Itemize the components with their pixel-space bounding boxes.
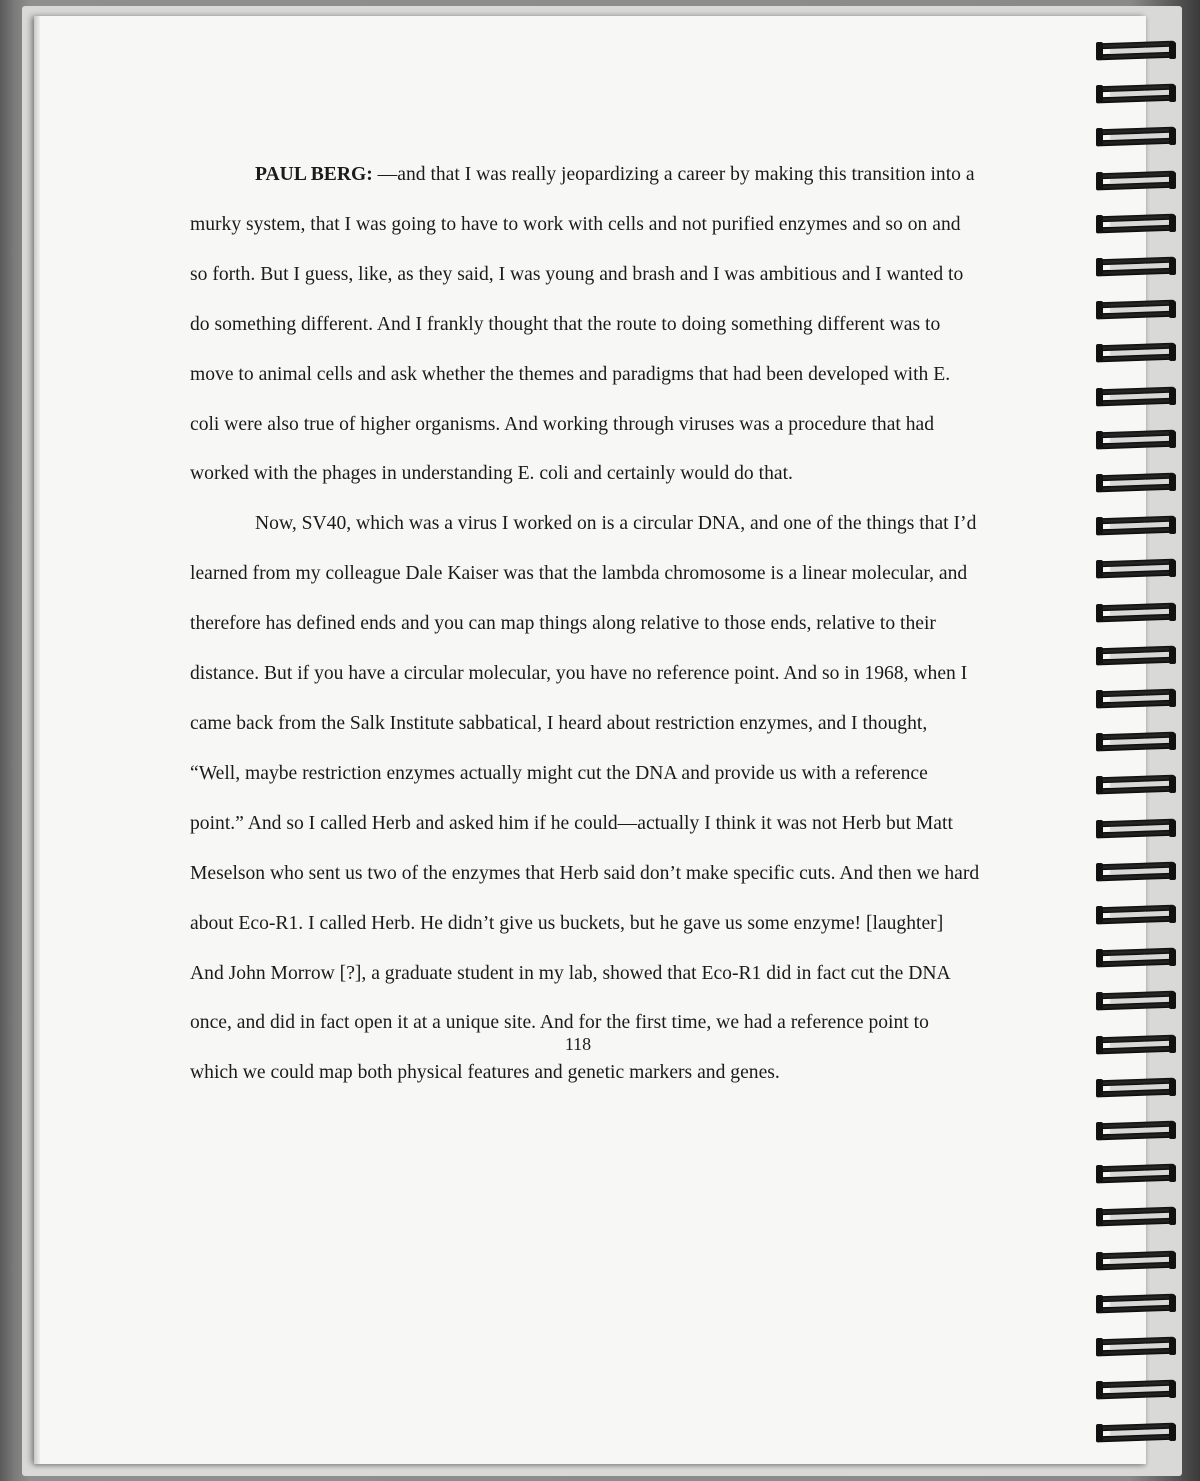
binding-coil	[1096, 517, 1176, 535]
coil-wire	[1096, 1077, 1176, 1086]
coil-wire	[1096, 916, 1176, 925]
coil-wire	[1096, 949, 1103, 966]
paragraph-1	[190, 150, 980, 499]
coil-wire	[1096, 354, 1176, 363]
coil-wire	[1096, 872, 1176, 881]
binding-coil	[1096, 690, 1176, 708]
binding-coil	[1096, 604, 1176, 622]
binding-coil	[1096, 344, 1176, 362]
coil-wire	[1096, 1348, 1176, 1357]
coil-wire	[1096, 861, 1176, 870]
coil-wire	[1169, 1424, 1176, 1441]
coil-wire	[1096, 1338, 1103, 1355]
coil-wire	[1096, 85, 1103, 102]
coil-wire	[1096, 820, 1103, 837]
coil-wire	[1096, 733, 1103, 750]
coil-wire	[1169, 344, 1176, 361]
coil-wire	[1096, 1250, 1176, 1259]
binding-coil	[1096, 733, 1176, 751]
coil-wire	[1096, 344, 1103, 361]
coil-wire	[1169, 560, 1176, 577]
binding-coil	[1096, 560, 1176, 578]
binding-coil	[1096, 42, 1176, 60]
binding-coil	[1096, 1036, 1176, 1054]
binding-coil	[1096, 863, 1176, 881]
binding-coil	[1096, 1165, 1176, 1183]
binding-coil	[1096, 1122, 1176, 1140]
coil-wire	[1096, 959, 1176, 968]
transcript-body	[190, 150, 980, 1098]
coil-wire	[1169, 1208, 1176, 1225]
coil-wire	[1096, 743, 1176, 752]
binding-coil	[1096, 1295, 1176, 1313]
coil-wire	[1169, 949, 1176, 966]
coil-wire	[1096, 1304, 1176, 1313]
coil-wire	[1096, 1034, 1176, 1043]
coil-wire	[1169, 604, 1176, 621]
binding-coil	[1096, 647, 1176, 665]
coil-wire	[1096, 1088, 1176, 1097]
coil-wire	[1169, 258, 1176, 275]
coil-wire	[1169, 647, 1176, 664]
coil-wire	[1096, 95, 1176, 104]
coil-wire	[1096, 656, 1176, 665]
coil-wire	[1096, 992, 1103, 1009]
coil-wire	[1169, 820, 1176, 837]
coil-wire	[1169, 128, 1176, 145]
coil-wire	[1169, 1381, 1176, 1398]
coil-wire	[1096, 474, 1103, 491]
coil-wire	[1096, 690, 1103, 707]
coil-wire	[1169, 1165, 1176, 1182]
coil-wire	[1096, 906, 1103, 923]
coil-wire	[1096, 829, 1176, 838]
coil-wire	[1096, 700, 1176, 709]
coil-wire	[1169, 1079, 1176, 1096]
coil-wire	[1096, 604, 1103, 621]
coil-wire	[1169, 1338, 1176, 1355]
coil-wire	[1169, 474, 1176, 491]
coil-wire	[1096, 863, 1103, 880]
binding-coil	[1096, 215, 1176, 233]
binding-coil	[1096, 172, 1176, 190]
coil-wire	[1169, 733, 1176, 750]
coil-wire	[1169, 776, 1176, 793]
coil-wire	[1096, 527, 1176, 536]
coil-wire	[1096, 613, 1176, 622]
page-edge	[34, 16, 40, 1464]
binding-coil	[1096, 776, 1176, 794]
coil-wire	[1169, 1295, 1176, 1312]
coil-wire	[1096, 1175, 1176, 1184]
binding-coil	[1096, 258, 1176, 276]
coil-wire	[1096, 397, 1176, 406]
coil-wire	[1169, 388, 1176, 405]
coil-wire	[1096, 786, 1176, 795]
binding-coil	[1096, 474, 1176, 492]
coil-wire	[1096, 388, 1103, 405]
binding-coil	[1096, 1079, 1176, 1097]
coil-wire	[1096, 647, 1103, 664]
coil-wire	[1096, 138, 1176, 147]
coil-wire	[1096, 1434, 1176, 1443]
coil-wire	[1096, 268, 1176, 277]
coil-wire	[1169, 215, 1176, 232]
page-number: 118	[564, 1034, 592, 1054]
speaker-label: PAUL BERG:	[255, 164, 373, 185]
binding-coil	[1096, 1252, 1176, 1270]
coil-wire	[1096, 181, 1176, 190]
coil-wire	[1096, 386, 1176, 395]
binding-coil	[1096, 1424, 1176, 1442]
coil-wire	[1096, 429, 1176, 438]
coil-wire	[1169, 42, 1176, 59]
binding-coil	[1096, 1208, 1176, 1226]
coil-wire	[1096, 170, 1176, 179]
coil-wire	[1096, 42, 1103, 59]
coil-wire	[1096, 1295, 1103, 1312]
paragraph-2	[190, 499, 980, 1098]
coil-wire	[1169, 992, 1176, 1009]
coil-wire	[1169, 431, 1176, 448]
coil-wire	[1096, 440, 1176, 449]
binding-coil	[1096, 1338, 1176, 1356]
coil-wire	[1096, 1208, 1103, 1225]
coil-wire	[1096, 1045, 1176, 1054]
coil-wire	[1169, 690, 1176, 707]
coil-wire	[1169, 172, 1176, 189]
coil-wire	[1096, 1381, 1103, 1398]
coil-wire	[1169, 863, 1176, 880]
coil-wire	[1096, 818, 1176, 827]
coil-wire	[1096, 128, 1103, 145]
coil-wire	[1096, 1079, 1103, 1096]
coil-wire	[1096, 776, 1103, 793]
coil-wire	[1096, 645, 1176, 654]
coil-wire	[1096, 1002, 1176, 1011]
coil-wire	[1096, 1391, 1176, 1400]
coil-wire	[1096, 517, 1103, 534]
binding-coil	[1096, 906, 1176, 924]
binding-coil	[1096, 820, 1176, 838]
coil-wire	[1169, 1122, 1176, 1139]
coil-wire	[1096, 301, 1103, 318]
coil-wire	[1096, 1424, 1103, 1441]
coil-wire	[1169, 1252, 1176, 1269]
coil-wire	[1096, 258, 1103, 275]
coil-wire	[1096, 1165, 1103, 1182]
binding-coil	[1096, 301, 1176, 319]
binding-coil	[1096, 128, 1176, 146]
coil-wire	[1096, 1218, 1176, 1227]
spiral-binding	[1092, 30, 1200, 1460]
coil-wire	[1096, 224, 1176, 233]
coil-wire	[1096, 215, 1103, 232]
binding-coil	[1096, 85, 1176, 103]
paragraph-text: —and that I was really jeopardizing a career by making this transition into a murky system, that I was going to have to work with cells and not purified enzymes and so on and so forth. But I guess, like, as they said, I was young and brash and I was ambitious and I wanted to do something different. And I frankly thought that the route to doing something different was to move to animal cells and ask whether the themes and paradigms that had been developed with E. coli were also true of higher organisms. And working through viruses was a procedure that had worked with the phages in understanding E. coli and certainly would do that.	[190, 164, 975, 485]
paragraph-text: Now, SV40, which was a virus I worked on is a circular DNA, and one of the things that I’d learned from my colleague Dale Kaiser was that the lambda chromosome is a linear molecular, and therefore has defined ends and you can map things along relative to those ends, relative to their distance. But if you have a circular molecular, you have no reference point. And so in 1968, when I came back from the Salk Institute sabbatical, I heard about restriction enzymes, and I thought, “Well, maybe restriction enzymes actually might cut the DNA and provide us with a reference point.” And so I called Herb and asked him if he could—actually I think it was not Herb but Matt Meselson who sent us two of the enzymes that Herb said don’t make specific cuts. And then we hard about Eco-R1. I called Herb. He didn’t give us buckets, but he gave us some enzyme! [laughter] And John Morrow [?], a graduate student in my lab, showed that Eco-R1 did in fact cut the DNA once, and did in fact open it at a unique site. And for the first time, we had a reference point to which we could map both physical features and genetic markers and genes.	[190, 513, 980, 1084]
coil-wire	[1096, 1293, 1176, 1302]
coil-wire	[1169, 1036, 1176, 1053]
coil-wire	[1096, 213, 1176, 222]
coil-wire	[1096, 602, 1176, 611]
binding-coil	[1096, 1381, 1176, 1399]
coil-wire	[1169, 517, 1176, 534]
coil-wire	[1096, 1252, 1103, 1269]
coil-wire	[1096, 1122, 1103, 1139]
binding-coil	[1096, 431, 1176, 449]
binding-coil	[1096, 388, 1176, 406]
coil-wire	[1169, 906, 1176, 923]
coil-wire	[1096, 484, 1176, 493]
coil-wire	[1096, 560, 1103, 577]
coil-wire	[1096, 52, 1176, 61]
coil-wire	[1096, 1132, 1176, 1141]
coil-wire	[1169, 85, 1176, 102]
binding-coil	[1096, 992, 1176, 1010]
coil-wire	[1096, 570, 1176, 579]
binding-coil	[1096, 949, 1176, 967]
coil-wire	[1096, 431, 1103, 448]
coil-wire	[1096, 311, 1176, 320]
coil-wire	[1169, 301, 1176, 318]
coil-wire	[1096, 172, 1103, 189]
coil-wire	[1096, 1261, 1176, 1270]
coil-wire	[1096, 1036, 1103, 1053]
